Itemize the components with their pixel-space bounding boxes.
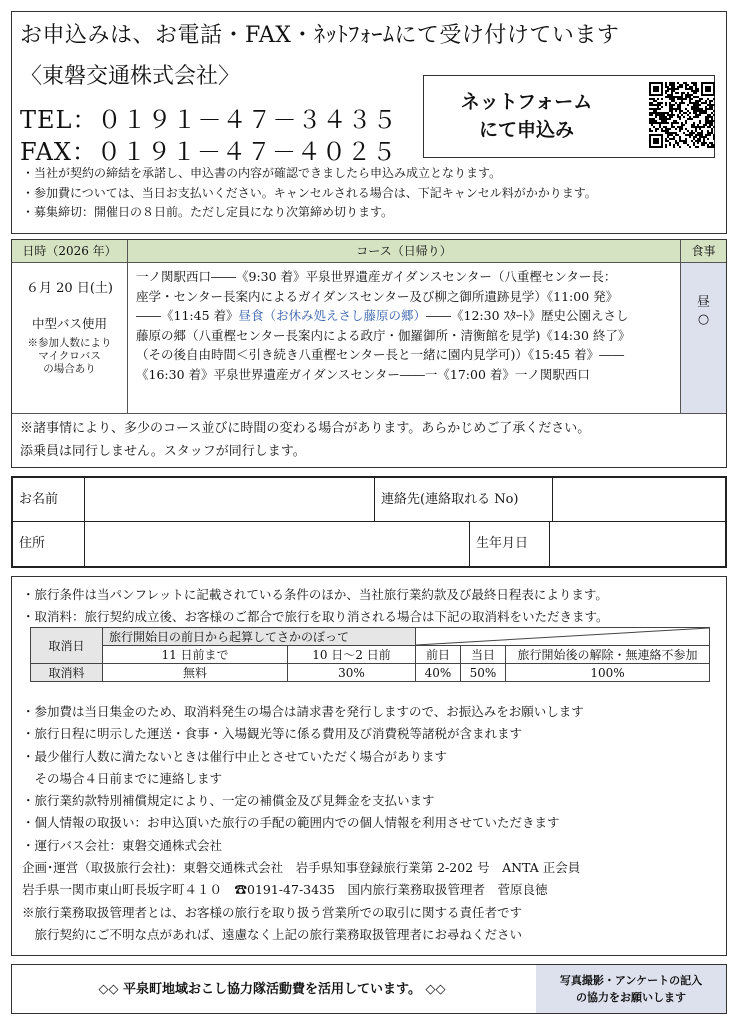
- cancel-fee: 無料: [103, 664, 288, 682]
- meal-header: 食事: [681, 240, 726, 263]
- cancel-col: 11 日前まで: [103, 646, 288, 664]
- course-notes: ※諸事情により、多少のコース並びに時間の変わる場合があります。あらかじめご了承ください。 添乗員は同行しません。スタッフが同行します。: [12, 413, 726, 467]
- qr-code-icon[interactable]: [649, 82, 715, 148]
- company-name: 〈東磐交通株式会社〉: [20, 64, 241, 89]
- net-form-label: ネットフォーム にて申込み: [460, 91, 593, 141]
- application-form: [11, 476, 727, 568]
- diagonal-cell: [416, 628, 710, 646]
- date-header: 日時（2026 年）: [12, 240, 128, 263]
- application-notes: ・当社が契約の締結を承諾し、申込書の内容が確認できましたら申込み成立となります。 ・参加費については、当日お支払いください。キャンセルされる場合は、下記キャンセル料がかかります。 ・募集締切：開催日の８日前。ただし定員になり次第締め切ります。: [22, 166, 597, 219]
- travel-terms: [11, 576, 727, 956]
- cancel-fee: 100%: [506, 664, 710, 682]
- cancel-fee: 40%: [416, 664, 461, 682]
- net-form-box[interactable]: [423, 75, 715, 158]
- application-title: お申込みは、お電話・FAX・ﾈｯﾄﾌｫｰﾑにて受け付けています: [20, 23, 620, 48]
- cancel-fee-label: 取消料: [31, 664, 103, 682]
- birth-label: 生年月日: [470, 522, 550, 566]
- cancel-fee: 30%: [288, 664, 416, 682]
- contact-header: [11, 11, 727, 234]
- course-header: コース（日帰り）: [128, 240, 681, 263]
- contact-field[interactable]: [553, 478, 725, 521]
- fax-number: FAX：０１９１－４７－４０２５: [20, 138, 397, 166]
- cancel-col: 旅行開始後の解除・無連絡不参加: [506, 646, 710, 664]
- tour-date: ６月 20 日(土): [26, 281, 113, 296]
- birth-field[interactable]: [550, 522, 725, 566]
- terms-details: ・参加費は当日集金のため、取消料発生の場合は請求書を発行しますので、お振込みをお願いします ・旅行日程に明示した運送・食事・入場観光等に係る費用及び消費税等諸税が含まれます ・最少催行人数に満たないときは催行中止とさせていただく場合があります その場合４日前までに連絡します ・旅行業約款特別補償規定により、一定の補償金及び見舞金を支払います ・個人情報の取扱い：お申込頂いた旅行の手配の範囲内での個人情報を利用させていただきます ・運行バス会社：東磐交通株式会社 企画･運営（取扱旅行会社)：東磐交通株式会社 岩手県知事登録旅行業第 2-202 号 ANTA 正会員 岩手県一関市東山町長坂字町４１０ ☎0191-47-3435 国内旅行業務取扱管理者 菅原良徳 ※旅行業務取扱管理者とは、お客様の旅行を取り扱う営業所での取引に関する責任者です 旅行契約にご不明な点があれば、遠慮なく上記の旅行業務取扱管理者にお尋ねください: [22, 704, 584, 942]
- cancel-fee: 50%: [461, 664, 506, 682]
- cancel-day-label: 取消日: [31, 628, 103, 664]
- footer-box: [11, 964, 727, 1014]
- name-field[interactable]: [85, 478, 375, 521]
- contact-label: 連絡先(連絡取れる No): [375, 478, 553, 521]
- photo-survey-notice: 写真撮影・アンケートの記入 の協力をお願いします: [536, 965, 726, 1013]
- address-field[interactable]: [85, 522, 470, 566]
- bus-note: ※参加人数により マイクロバス の場合あり: [27, 337, 112, 375]
- terms-line: ・取消料：旅行契約成立後、お客様のご都合で旅行を取り消される場合は下記の取消料をいただきます。: [22, 609, 609, 624]
- phone-number[interactable]: TEL：０１９１－４７－３４３５: [20, 106, 398, 134]
- terms-line: ・旅行条件は当パンフレットに記載されている条件のほか、当社旅行業約款及び最終日程表によります。: [22, 587, 608, 602]
- name-label: お名前: [13, 478, 85, 521]
- meal-cell: [681, 263, 726, 413]
- cancel-col: 10 日～2 日前: [288, 646, 416, 664]
- lunch-highlight: 昼食（お休み処えさし藤原の郷）: [238, 308, 427, 323]
- cancellation-fee-table: [30, 627, 710, 682]
- date-cell: [12, 263, 128, 413]
- cancel-group-head: 旅行開始日の前日から起算してさかのぼって: [103, 628, 416, 646]
- address-label: 住所: [13, 522, 85, 566]
- bus-type: 中型バス使用: [31, 316, 107, 331]
- cancel-col: 前日: [416, 646, 461, 664]
- funding-message: ◇◇ 平泉町地域おこし協力隊活動費を活用しています。 ◇◇: [98, 982, 446, 997]
- meal-lunch: 昼: [696, 295, 710, 310]
- meal-included-mark: ○: [697, 312, 710, 327]
- cancel-col: 当日: [461, 646, 506, 664]
- course-table: [11, 239, 727, 468]
- course-itinerary: 一ノ関駅西口――《9:30 着》平泉世界遺産ガイダンスセンター（八重樫センター長： 座学・センター長案内によるガイダンスセンター及び柳之御所遺跡見学）《11:00 発》 ――《11:45 着》昼食（お休み処えさし藤原の郷）――《12:30 ｽﾀｰﾄ》歴史公園えさし 藤原の郷（八重樫センター長案内による政庁・伽羅御所・清衡館を見学)《14:30 終了》 （その後自由時間＜引き続き八重樫センター長と一緒に園内見学可)）《15:45 着》―― 《16:30 着》平泉世界遺産ガイダンスセンター――一《17:00 着》一ノ関駅西口: [128, 263, 681, 413]
